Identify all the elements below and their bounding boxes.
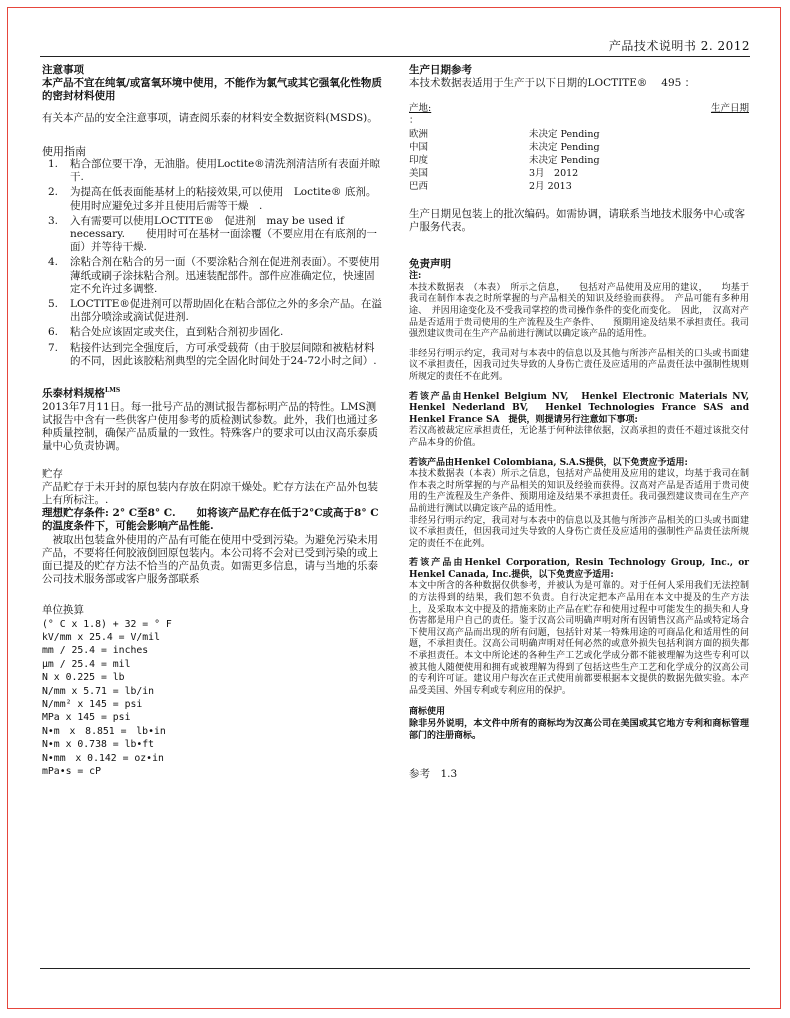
reference-number: 参考 1.3 bbox=[409, 768, 458, 781]
disclaimer-p6-heading: 若该产品由Henkel Corporation, Resin Technology Group, Inc., or Henkel Canada, Inc.提供，以下免责应予适用: bbox=[409, 558, 749, 580]
usage-step: 5. LOCTITE®促进剂可以帮助固化在粘合部位之外的多余产品。在溢出部分喷涂或滴试促进剂. bbox=[48, 298, 382, 324]
caution-text-2: 有关本产品的安全注意事项，请查阅乐泰的材料安全数据资料(MSDS)。 bbox=[42, 111, 378, 124]
caution-section bbox=[42, 64, 384, 125]
top-divider bbox=[40, 56, 750, 57]
unit-line: N/mm x 5.71 = lb/in bbox=[42, 685, 155, 697]
production-title: 生产日期参考 bbox=[409, 64, 472, 76]
usage-step: 3. 入有需要可以使用LOCTITE® 促进剂 may be used if necessary. 使用时可在基材一面涂覆（不要应用在有底剂的一面）并等待干燥. bbox=[48, 214, 378, 254]
disclaimer-p3: 若汉高被裁定应承担责任，无论基于何种法律依据，汉高承担的责任不超过该批交付产品本身的价值。 bbox=[409, 426, 749, 448]
unit-line: N x 0.225 = lb bbox=[42, 672, 125, 684]
disclaimer-p4-heading: 若该产品由Henkel Colombiana, S.A.S提供，以下免责应予适用: bbox=[409, 457, 688, 468]
storage-title: 贮存 bbox=[42, 467, 63, 480]
unit-line: (° C x 1.8) + 32 = ° F bbox=[42, 618, 172, 630]
units-section bbox=[42, 604, 384, 778]
unit-line: MPa x 145 = psi bbox=[42, 712, 131, 724]
production-note: 生产日期见包装上的批次编码。如需协调，请联系当地技术服务中心或客户服务代表。 bbox=[409, 207, 745, 233]
trademark-title: 商标使用 bbox=[409, 707, 446, 718]
production-intro: 本技术数据表适用于生产于以下日期的LOCTITE® 495 ： bbox=[409, 77, 696, 90]
header-colon: ： bbox=[409, 114, 419, 126]
lms-text: 2013年7月11日。每一批号产品的测试报告都标明产品的特性。LMS测试报告中含有一些供客户使用参考的质检测试参数。此外，我们也通过多种质量控制，确保产品质量的一致性。特殊客户的要求可以由汉高乐泰质量中心负责协调。 bbox=[42, 400, 378, 453]
lms-title: 乐泰材料规格$^{LMS}$ bbox=[42, 387, 121, 400]
usage-step: 7. 粘接件达到完全强度后，方可承受载荷（由于胶层间隙和被粘材料的不同，因此该胶粘剂典型的完全固化时间处于24-72小时之间）. bbox=[48, 341, 377, 367]
region-column-header: 产地: bbox=[409, 103, 432, 115]
document-header: 产品技术说明书 2. 2012 bbox=[608, 39, 750, 53]
unit-line: mPa•s = cP bbox=[42, 766, 101, 778]
storage-text-3: 被取出包装盒外使用的产品有可能在使用中受到污染。为避免污染未用产品，不要将任何胶液倒回原包装内。本公司将不会对已受到污染的或上面已提及的贮存方法不恰当的产品负责。如需更多信息，请与当地的乐泰公司技术服务部或客户服务部联系 bbox=[42, 533, 378, 586]
trademark-text: 除非另外说明，本文件中所有的商标均为汉高公司在美国或其它地方专利和商标管理部门的注册商标。 bbox=[409, 719, 749, 741]
table-row: 美国 3月 2012 bbox=[409, 168, 579, 180]
usage-steps bbox=[42, 158, 384, 368]
unit-line: N•m x 8.851 = lb•in bbox=[42, 725, 166, 737]
disclaimer-p3-heading: 若该产品由Henkel Belgium NV, Henkel Electronic Materials NV, Henkel Nederland BV, Henkel Technologies France SAS and Henkel France SA 提供，则提请另行注意如下事项: bbox=[409, 391, 759, 425]
disclaimer-p1: 本技术数据表 （本表） 所示之信息， 包括对产品使用及应用的建议， 均基于我司在制作本表之时所掌握的与产品相关的知识及经验而获得。 产品可能有多种用途、 并因用途变化及不受我司掌控的贵司操作条件的变化而变化。 因此， 汉高对产品是否适用于贵司使用的生产流程及生产条件、 预期用途及结果不承担责任。我司强烈建议贵司在生产产品前进行测试以确定该产品的适用性。 bbox=[409, 282, 749, 340]
unit-line: μm / 25.4 = mil bbox=[42, 658, 131, 670]
units-title: 单位换算 bbox=[42, 604, 84, 617]
unit-line: N•m x 0.738 = lb•ft bbox=[42, 739, 155, 751]
caution-text-1: 本产品不宜在纯氧/或富氧环境中使用，不能作为氯气或其它强氧化性物质的密封材料使用 bbox=[42, 77, 382, 103]
production-section bbox=[409, 64, 749, 234]
usage-step: 4. 涂粘合剂在粘合的另一面（不要涂粘合剂在促进剂表面）。不要使用薄纸或刷子涂抹粘合剂。迅速装配部件。部件应准确定位，快速固定不允许过多调整. bbox=[48, 256, 380, 295]
usage-section bbox=[42, 145, 384, 368]
production-dates-table bbox=[409, 128, 600, 194]
lms-section bbox=[42, 384, 384, 454]
usage-title: 使用指南 bbox=[42, 144, 86, 158]
caution-title: 注意事项 bbox=[42, 64, 84, 76]
disclaimer-p4: 本技术数据表（本表）所示之信息，包括对产品使用及应用的建议，均基于我司在制作本表之时所掌握的与产品相关的知识及经验而获得。汉高对产品是否适用于贵司使用的生产流程及生产条件、预期用途及结果不承担责任。我司强烈建议贵司在生产产品前进行测试以确定该产品的适用性。 bbox=[409, 469, 749, 514]
date-column-header: 生产日期 bbox=[710, 103, 749, 115]
bottom-divider bbox=[40, 968, 750, 969]
usage-step: 2. 为提高在低表面能基材上的粘接效果,可以使用 Loctite® 底剂。使用时应避免过多并且使用后需等干燥 . bbox=[48, 186, 377, 212]
trademark-section bbox=[409, 707, 749, 742]
disclaimer-p5: 非经另行明示约定，我司对与本表中的信息以及其他与所涉产品相关的口头或书面建议不承担责任，但因我司过失导致的人身伤亡责任及应适用的强制性产品责任法所规定的责任不在此列。 bbox=[409, 515, 749, 549]
table-row: 巴西 2月 2013 bbox=[409, 181, 572, 193]
disclaimer-title: 免责声明 bbox=[409, 258, 451, 271]
unit-line: N•mm x 0.142 = oz•in bbox=[42, 752, 164, 764]
disclaimer-p6: 本文中所含的各种数据仅供参考，并被认为是可靠的。对于任何人采用我们无法控制的方法得到的结果，我们恕不负责。自行决定把本产品用在本文中提及的生产方法上，及采取本文中提及的措施来防止产品在贮存和使用过程中可能发生的损失和人身伤害都是用户自己的责任。鉴于汉高公司明确声明对所有因销售汉高产品或特定场合下使用汉高产品而出现的所有问题，包括针对某一特殊用途的可商品化和适用性的问题，不承担责任。汉高公司明确声明对任何必然的或意外损失包括利润方面的损失都不承担责任。本文中所论述的各种生产工艺或化学成分都不能被理解为这些专利可以被其他人随便使用和拥有或被理解为得到了包括这些生产工艺和化学成分的汉高公司的专利许可证。建议用户每次在正式使用前都要根据本文提供的数据先做实验。本产品受美国、外国专利或专利应用的保护。 bbox=[409, 581, 749, 696]
table-row: 欧洲 未决定 Pending bbox=[409, 128, 600, 140]
left-column bbox=[42, 64, 384, 778]
unit-line: N/mm² x 145 = psi bbox=[42, 699, 143, 711]
disclaimer-note-label: 注: bbox=[409, 271, 422, 282]
usage-step: 6. 粘合处应该固定或夹住，直到粘合剂初步固化. bbox=[48, 326, 284, 339]
unit-line: mm / 25.4 = inches bbox=[42, 645, 149, 657]
storage-section bbox=[42, 468, 384, 587]
storage-text-1: 产品贮存于未开封的原包装内存放在阴凉干燥处。贮存方法在产品外包装上有所标注。. bbox=[42, 480, 378, 506]
right-column bbox=[409, 64, 759, 781]
disclaimer-p2: 非经另行明示约定，我司对与本表中的信息以及其他与所涉产品相关的口头或书面建议不承担责任，因我司过失导致的人身伤亡责任及应适用的产品责任法中强制性规则所规定的责任不在此列。 bbox=[409, 348, 749, 382]
unit-line: kV/mm x 25.4 = V/mil bbox=[42, 632, 160, 644]
table-row: 印度 未决定 Pending bbox=[409, 155, 600, 167]
disclaimer-section bbox=[409, 258, 759, 697]
production-table-header bbox=[409, 102, 749, 115]
table-row: 中国 未决定 Pending bbox=[409, 141, 600, 153]
usage-step: 1. 粘合部位要干净，无油脂。使用Loctite®清洗剂清洁所有表面并晾干. bbox=[48, 158, 381, 184]
storage-ideal-conditions: 理想贮存条件: 2° C至8° C. 如将该产品贮存在低于2°C或高于8° C的温度条件下，可能会影响产品性能. bbox=[42, 507, 379, 533]
